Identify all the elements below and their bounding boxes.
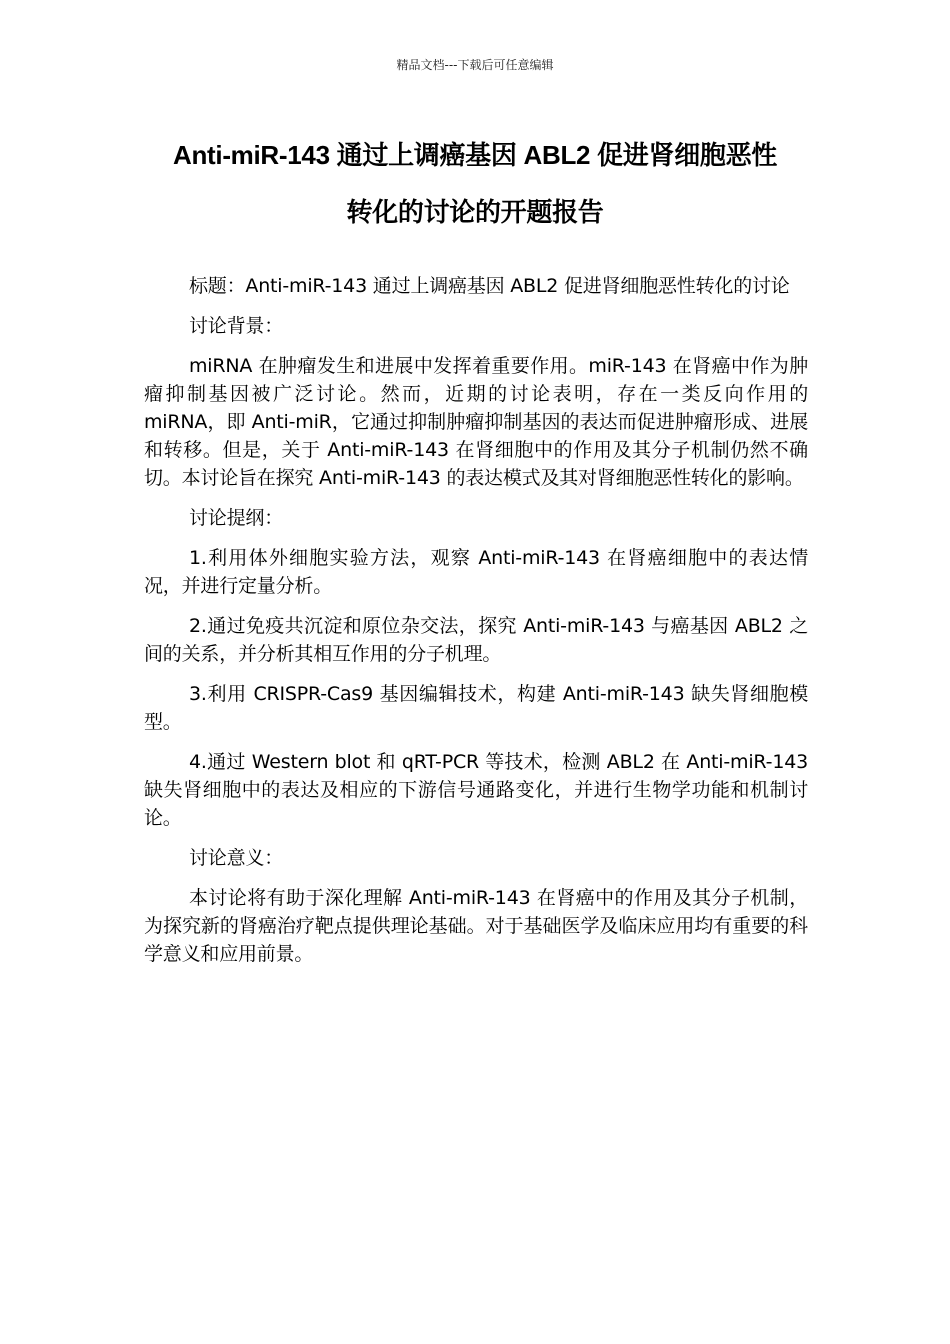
page-header-note: 精品文档---下载后可任意编辑 — [396, 58, 554, 72]
section-heading-background: 讨论背景： — [189, 315, 284, 337]
outline-item-4: 4.通过 Western blot 和 qRT-PCR 等技术，检测 ABL2 在 Anti-miR-143 缺失肾细胞中的表达及相应的下游信号通路变化，并进行生物学功能和机制讨论。 — [144, 751, 808, 829]
document-title-line-2: 转化的讨论的开题报告 — [346, 197, 604, 227]
outline-item-2: 2.通过免疫共沉淀和原位杂交法，探究 Anti-miR-143 与癌基因 ABL2 之间的关系，并分析其相互作用的分子机理。 — [144, 615, 808, 665]
outline-item-1: 1.利用体外细胞实验方法，观察 Anti-miR-143 在肾癌细胞中的表达情况，并进行定量分析。 — [144, 547, 808, 597]
document-body — [144, 272, 808, 980]
paragraph-title-statement: 标题：Anti-miR-143 通过上调癌基因 ABL2 促进肾细胞恶性转化的讨论 — [189, 275, 790, 297]
section-heading-significance: 讨论意义： — [189, 847, 284, 869]
paragraph-significance: 本讨论将有助于深化理解 Anti-miR-143 在肾癌中的作用及其分子机制，为探究新的肾癌治疗靶点提供理论基础。对于基础医学及临床应用均有重要的科学意义和应用前景。 — [144, 887, 808, 965]
outline-item-3: 3.利用 CRISPR-Cas9 基因编辑技术，构建 Anti-miR-143 缺失肾细胞模型。 — [144, 683, 808, 733]
document-title-line-1: Anti-miR-143 通过上调癌基因 ABL2 促进肾细胞恶性 — [172, 140, 778, 170]
section-heading-outline: 讨论提纲： — [189, 507, 284, 529]
paragraph-background: miRNA 在肿瘤发生和进展中发挥着重要作用。miR-143 在肾癌中作为肿瘤抑制基因被广泛讨论。然而，近期的讨论表明，存在一类反向作用的 miRNA，即 Anti-miR，它通过抑制肿瘤抑制基因的表达而促进肿瘤形成、进展和转移。但是，关于 Anti-miR-143 在肾细胞中的作用及其分子机制仍然不确切。本讨论旨在探究 Anti-miR-143 的表达模式及其对肾细胞恶性转化的影响。 — [144, 355, 808, 489]
